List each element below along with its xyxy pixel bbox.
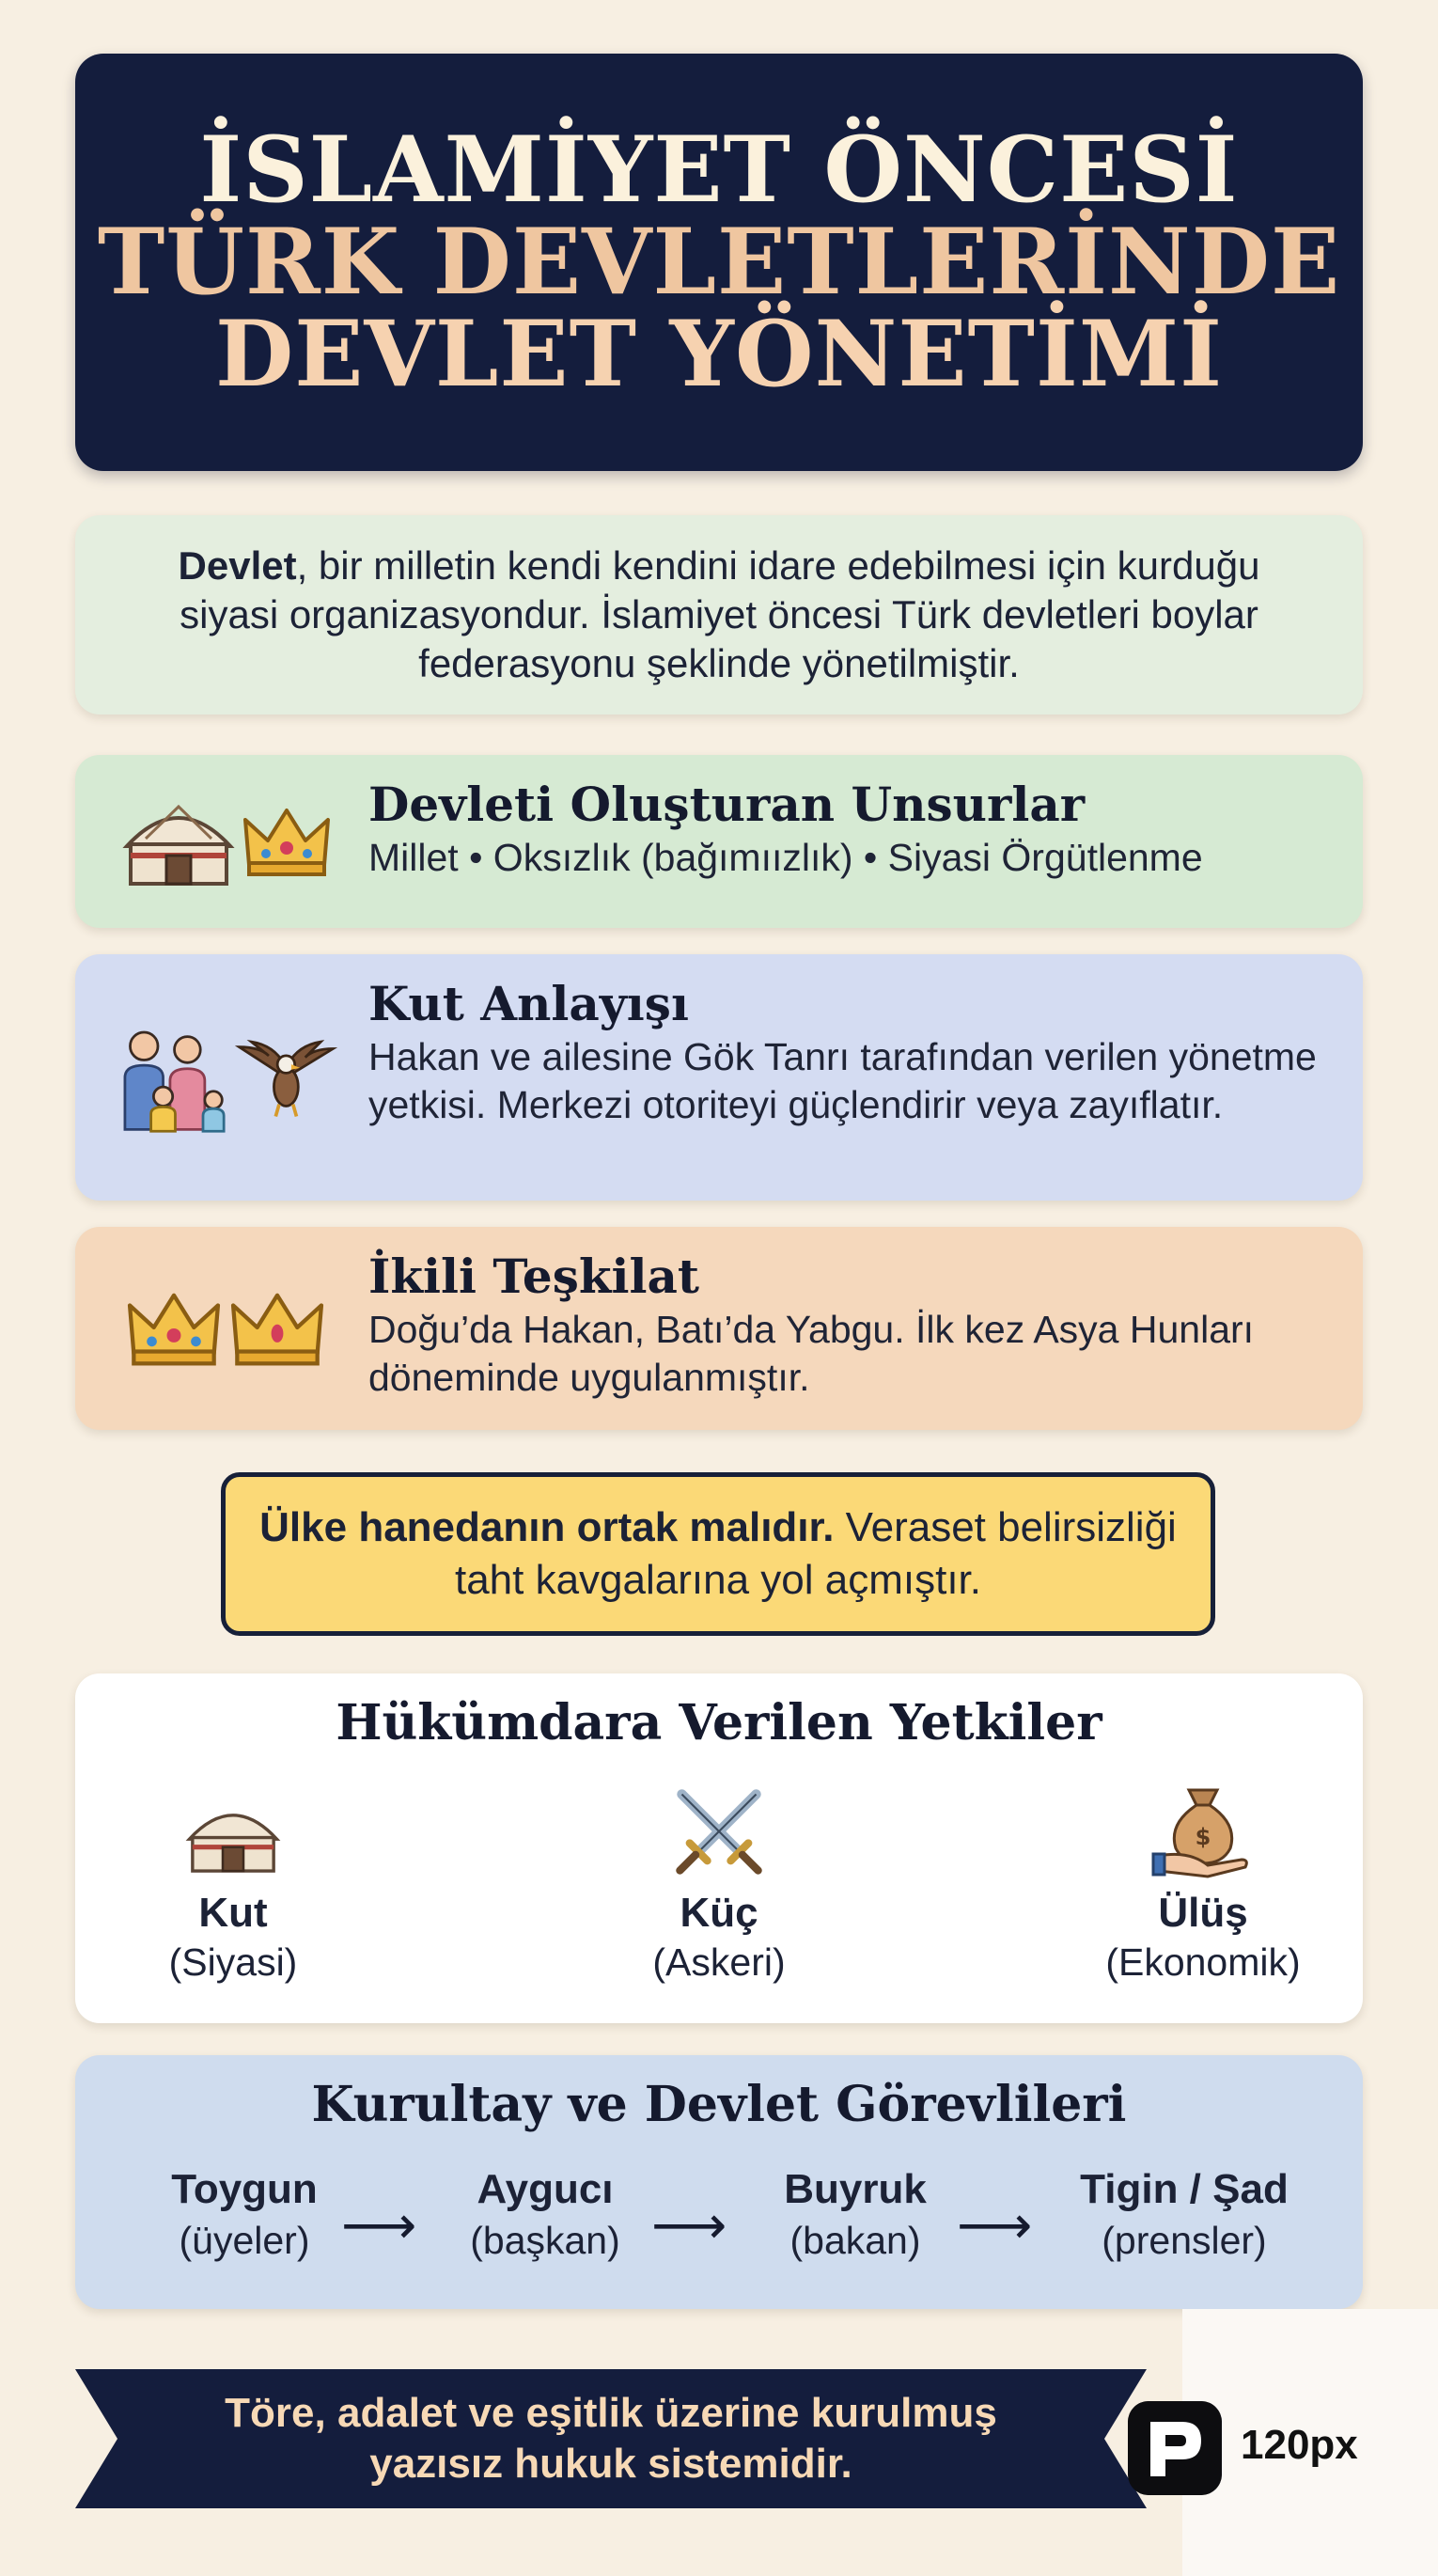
power-kuc-sub: (Askeri) xyxy=(652,1940,786,1984)
elements-heading: Devleti Oluşturan Unsurlar xyxy=(368,777,1086,832)
chain-item-aygucı xyxy=(432,2166,658,2263)
power-ulus xyxy=(1053,1777,1353,1985)
intro-bold: Devlet xyxy=(178,543,297,588)
crossed-swords-icon xyxy=(670,1783,768,1880)
chain-ayguci-sub: (başkan) xyxy=(470,2219,620,2262)
tore-banner-text xyxy=(75,2369,1147,2508)
power-kut-pic xyxy=(83,1777,383,1880)
eagle-icon xyxy=(234,1026,338,1129)
power-kuc-name: Küç xyxy=(680,1890,758,1936)
kut-icons xyxy=(113,954,338,1201)
power-kut-name: Kut xyxy=(198,1890,268,1936)
note-body: Veraset belirsizliği taht kavgalarına yol açmıştır. xyxy=(454,1504,1177,1603)
kut-text-block xyxy=(368,975,1335,1129)
dual-card xyxy=(75,1227,1363,1430)
title-line-1: İSLAMİYET ÖNCESİ xyxy=(199,117,1239,223)
family-icon xyxy=(113,1012,234,1143)
note-text xyxy=(226,1501,1211,1607)
dual-icons xyxy=(113,1227,338,1430)
kurultay-card xyxy=(75,2055,1363,2309)
elements-card xyxy=(75,755,1363,928)
p-logo-icon xyxy=(1128,2401,1222,2495)
power-ulus-pic xyxy=(1053,1777,1353,1880)
chain-buyruk-sub: (bakan) xyxy=(789,2219,921,2262)
money-bag-icon xyxy=(1151,1777,1255,1880)
banner-text: Töre, adalet ve eşitlik üzerine kurulmuş yazısız hukuk sistemidir. xyxy=(225,2390,997,2487)
crown-icon xyxy=(122,1283,226,1374)
chain-buyruk-name: Buyruk xyxy=(784,2166,927,2212)
power-kut-sub: (Siyasi) xyxy=(168,1940,298,1984)
chain-toygun-sub: (üyeler) xyxy=(179,2219,310,2262)
crown-icon xyxy=(240,799,334,884)
kut-card xyxy=(75,954,1363,1201)
chain-tigin-sub: (prensler) xyxy=(1102,2219,1267,2262)
kut-text: Hakan ve ailesine Gök Tanrı tarafından verilen yönetme yetkisi. Merkezi otoriteyi güçlendirir veya zayıflatır. xyxy=(368,1035,1317,1126)
power-kut xyxy=(83,1777,383,1985)
elements-text: Millet • Oksızlık (bağımıızlık) • Siyasi Örgütlenme xyxy=(368,836,1203,879)
watermark-text: 120px xyxy=(1241,2422,1358,2468)
chain-item-toygun xyxy=(132,2166,357,2263)
power-ulus-sub: (Ekonomik) xyxy=(1105,1940,1301,1984)
title-card xyxy=(75,54,1363,471)
title-line-3: DEVLET YÖNETİMİ xyxy=(214,301,1224,407)
dual-text: Doğu’da Hakan, Batı’da Yabgu. İlk kez Asya Hunları döneminde uygulanmıştır. xyxy=(368,1308,1255,1399)
arrow-icon: ⟶ xyxy=(341,2195,417,2254)
elements-text-block xyxy=(368,776,1335,882)
yurt-icon xyxy=(181,1790,285,1880)
powers-card xyxy=(75,1673,1363,2023)
yurt-icon xyxy=(117,790,240,893)
chain-toygun-name: Toygun xyxy=(171,2166,318,2212)
chain-item-buyruk xyxy=(742,2166,968,2263)
kut-heading: Kut Anlayışı xyxy=(368,976,689,1031)
intro-card xyxy=(75,515,1363,715)
svg-text:$: $ xyxy=(1195,1824,1211,1850)
elements-icons xyxy=(113,755,338,928)
crown-icon xyxy=(226,1283,329,1374)
intro-body: , bir milletin kendi kendini idare edebilmesi için kurduğu siyasi organizasyondur. İslamiyet öncesi Türk devletleri boylar federasyonu şeklinde yönetilmiştir. xyxy=(180,543,1260,685)
dual-heading: İkili Teşkilat xyxy=(368,1249,699,1304)
note-bold: Ülke hanedanın ortak malıdır. xyxy=(259,1504,835,1550)
powers-title: Hükümdara Verilen Yetkiler xyxy=(336,1694,1102,1751)
title-line-2: TÜRK DEVLETLERİNDE xyxy=(97,209,1341,315)
chain-tigin-name: Tigin / Şad xyxy=(1080,2166,1289,2212)
inheritance-note xyxy=(221,1472,1215,1636)
chain-ayguci-name: Aygucı xyxy=(477,2166,614,2212)
power-ulus-name: Ülüş xyxy=(1158,1890,1248,1936)
arrow-icon: ⟶ xyxy=(957,2195,1033,2254)
kurultay-title: Kurultay ve Devlet Görevlileri xyxy=(311,2076,1127,2133)
dual-text-block xyxy=(368,1248,1335,1402)
intro-text xyxy=(164,542,1274,688)
arrow-icon: ⟶ xyxy=(651,2195,727,2254)
chain-item-tigin xyxy=(1043,2166,1325,2263)
power-kuc-pic xyxy=(569,1777,869,1880)
power-kuc xyxy=(569,1777,869,1985)
